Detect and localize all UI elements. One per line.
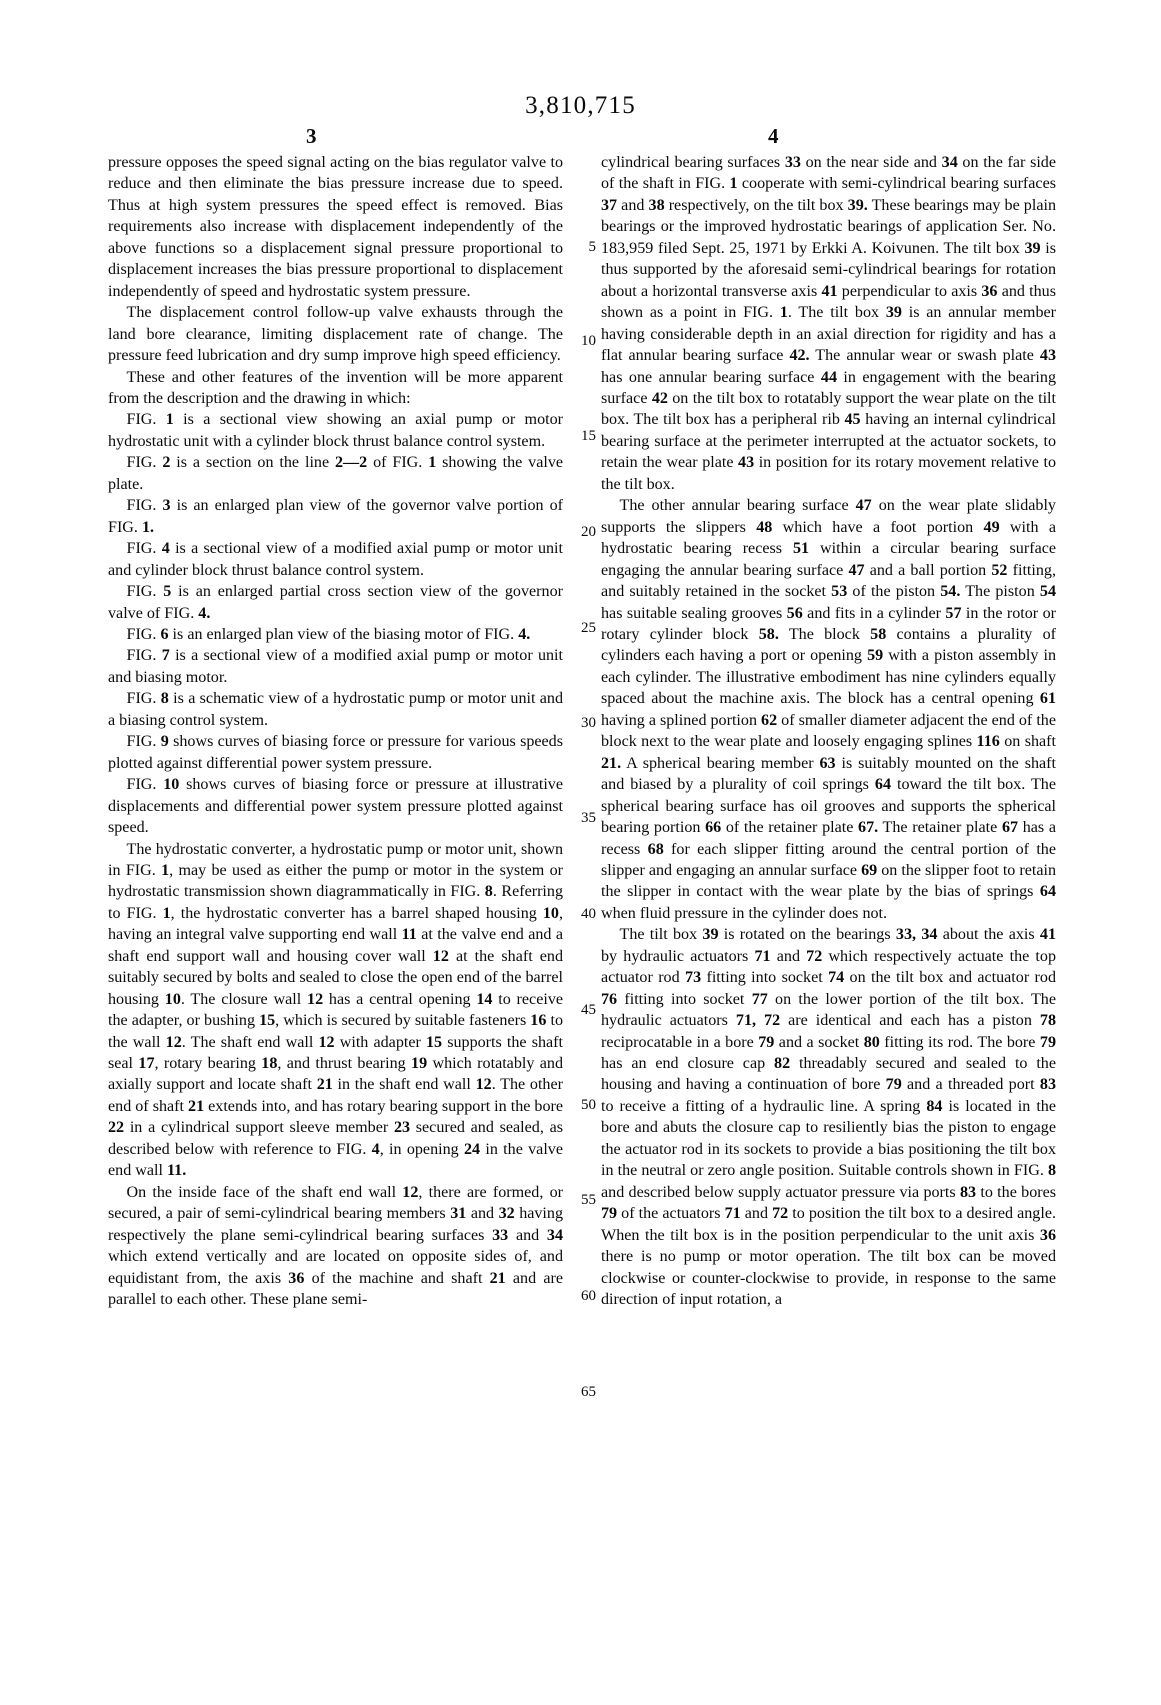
reference-numeral: 58 <box>870 625 887 643</box>
body-text: of the machine and shaft <box>304 1269 490 1287</box>
paragraph <box>108 774 563 838</box>
body-text: to the wall <box>108 1012 563 1051</box>
body-text: FIG. <box>126 540 162 558</box>
body-text: within a circular bearing surface engaging the annular bearing surface <box>601 540 1056 579</box>
body-text: , in opening <box>379 1140 464 1158</box>
reference-numeral: 21 <box>489 1269 506 1287</box>
reference-numeral: 16 <box>530 1012 547 1030</box>
reference-numeral: 79 <box>601 1205 618 1223</box>
reference-numeral: 61 <box>1039 690 1056 708</box>
body-text: is an enlarged plan view of the governor valve portion of FIG. <box>108 497 564 536</box>
reference-numeral: 43 <box>1039 347 1056 365</box>
body-text: of the piston <box>847 583 941 601</box>
paragraph <box>108 152 563 302</box>
body-text: in a cylindrical support sleeve member <box>124 1119 394 1137</box>
body-text: by hydraulic actuators <box>601 947 755 965</box>
reference-numeral: 22 <box>108 1119 125 1137</box>
body-text: is located in the bore and abuts the closure cap to resiliently bias the piston to engage the actuator rod in its sockets to provide a bias positioning the tilt box in the neutral or zero angle position. Suitable controls shown in FIG. <box>601 1097 1056 1180</box>
reference-numeral: 3 <box>162 497 171 515</box>
reference-numeral: 72 <box>806 947 823 965</box>
body-text: threadably secured and sealed to the housing and having a continuation of bore <box>601 1055 1056 1094</box>
body-text: to receive a fitting of a hydraulic line. A spring <box>601 1097 927 1115</box>
text-column-4 <box>601 152 1056 1310</box>
body-text: toward the tilt box. The spherical bearing surface has oil grooves and supports the spherical bearing portion <box>601 776 1056 837</box>
body-text: and <box>617 196 649 214</box>
reference-numeral: 47 <box>855 497 872 515</box>
body-text: FIG. <box>126 647 162 665</box>
reference-numeral: 69 <box>861 861 878 879</box>
body-text: and are parallel to each other. These plane semi- <box>108 1269 563 1309</box>
reference-numeral: 1 <box>428 454 437 472</box>
body-text: with a piston assembly in each cylinder. The illustrative embodiment has nine cylinders equally spaced about the machine axis. The block has a central opening <box>601 647 1056 708</box>
body-text: to receive the adapter, or bushing <box>108 990 564 1030</box>
reference-numeral: 41 <box>1039 926 1056 944</box>
reference-numeral: 84 <box>926 1097 943 1115</box>
body-text: showing the valve plate. <box>108 454 564 493</box>
body-text: contains a plurality of cylinders each having a port or opening <box>601 625 1057 665</box>
reference-numeral: 59 <box>867 647 884 665</box>
reference-numeral: 14 <box>476 990 493 1008</box>
body-text: having respectively the plane semi-cylindrical bearing surfaces <box>108 1205 563 1244</box>
body-text: cylindrical bearing surfaces <box>601 154 785 171</box>
body-text: on the lower portion of the tilt box. The hydraulic actuators <box>601 990 1056 1030</box>
body-text: at the shaft end suitably secured by bolts and sealed to close the open end of the barrel housing <box>108 947 563 1008</box>
body-text: which respectively actuate the top actuator rod <box>601 947 1056 987</box>
reference-numeral: 83 <box>1039 1076 1056 1094</box>
body-text: and fits in a cylinder <box>802 604 946 622</box>
body-text: on the wear plate slidably supports the slippers <box>601 497 1056 536</box>
reference-numeral: 8 <box>484 883 493 901</box>
reference-numeral: 39. <box>847 196 868 214</box>
reference-numeral: 6 <box>160 625 169 643</box>
body-text: , may be used as either the pump or motor in the system or hydrostatic transmission shown diagrammatically in FIG. <box>108 861 563 901</box>
body-text: to the bores <box>976 1183 1057 1201</box>
body-text: which rotatably and axially support and locate shaft <box>108 1055 563 1094</box>
reference-numeral: 4. <box>198 604 211 622</box>
body-text: is a section on the line <box>170 454 335 472</box>
body-text: is rotated on the bearings <box>718 926 896 944</box>
reference-numeral: 10 <box>163 776 180 794</box>
reference-numeral: 5 <box>163 583 172 601</box>
body-text: , rotary bearing <box>154 1055 262 1073</box>
body-text: in the shaft end wall <box>332 1076 476 1094</box>
reference-numeral: 17 <box>138 1055 155 1073</box>
reference-numeral: 4 <box>371 1140 380 1158</box>
body-text: The retainer plate <box>878 819 1002 837</box>
reference-numeral: 71 <box>724 1205 741 1223</box>
reference-numeral: 78 <box>1039 1012 1057 1030</box>
body-text: in the valve end wall <box>108 1140 563 1180</box>
body-text: The annular wear or swash plate <box>809 347 1040 365</box>
body-text: in engagement with the bearing surface <box>601 368 1057 407</box>
reference-numeral: 64 <box>1039 883 1056 901</box>
line-number: 55 <box>581 1192 596 1208</box>
paragraph <box>108 688 563 731</box>
reference-numeral: 41 <box>821 282 838 300</box>
reference-numeral: 34 <box>941 154 958 171</box>
reference-numeral: 71, 72 <box>735 1012 781 1030</box>
body-text: on shaft <box>999 733 1056 751</box>
paragraph <box>108 731 563 774</box>
paragraph <box>108 645 563 688</box>
reference-numeral: 79 <box>885 1076 902 1094</box>
body-text: is an enlarged partial cross section view of the governor valve of FIG. <box>108 583 563 622</box>
body-text: The tilt box <box>619 926 703 944</box>
body-text: to position the tilt box to a desired angle. When the tilt box is in the position perpendicular to the unit axis <box>601 1205 1056 1244</box>
body-text: has a recess <box>601 819 1056 858</box>
body-text: fitting, and suitably retained in the socket <box>601 561 1056 601</box>
paragraph <box>108 302 563 366</box>
body-text: and <box>770 947 807 965</box>
body-text: secured and sealed, as described below with reference to FIG. <box>108 1119 563 1158</box>
reference-numeral: 21. <box>601 754 622 772</box>
body-text: shows curves of biasing force or pressure at illustrative displacements and differential power system pressure plotted against speed. <box>108 776 563 837</box>
body-text: perpendicular to axis <box>837 282 982 300</box>
body-text: FIG. <box>126 454 163 472</box>
body-text: is a sectional view showing an axial pump or motor hydrostatic unit with a cylinder block thrust balance control system. <box>108 411 563 450</box>
reference-numeral: 53 <box>831 583 848 601</box>
body-text: having an internal cylindrical bearing surface at the perimeter interrupted at the actuator sockets, to retain the wear plate <box>601 411 1056 472</box>
body-text: respectively, on the tilt box <box>664 196 848 214</box>
reference-numeral: 116 <box>976 733 1000 751</box>
body-text: there is no pump or motor operation. The tilt box can be moved clockwise or counter-clockwise to provide, in response to the same direction of input rotation, a <box>601 1248 1056 1309</box>
reference-numeral: 72 <box>772 1205 789 1223</box>
reference-numeral: 54. <box>940 583 961 601</box>
reference-numeral: 10 <box>164 990 181 1008</box>
body-text: supports the shaft seal <box>108 1033 564 1073</box>
reference-numeral: 54 <box>1039 583 1056 601</box>
body-text: on the tilt box to rotatably support the wear plate on the tilt box. The tilt box has a peripheral rib <box>601 389 1057 429</box>
body-text: and <box>740 1205 773 1223</box>
body-text: A spherical bearing member <box>621 754 820 772</box>
reference-numeral: 38 <box>648 196 665 214</box>
line-number: 45 <box>581 1002 596 1018</box>
body-text: FIG. <box>126 625 161 643</box>
body-text: is thus supported by the aforesaid semi-cylindrical bearings for rotation about a horizontal transverse axis <box>601 239 1056 300</box>
reference-numeral: 79 <box>1039 1033 1056 1051</box>
reference-numeral: 12 <box>307 990 324 1008</box>
reference-numeral: 12 <box>475 1076 492 1094</box>
reference-numeral: 42 <box>651 389 668 407</box>
body-text: cooperate with semi-cylindrical bearing surfaces <box>737 175 1056 193</box>
reference-numeral: 10 <box>542 904 559 922</box>
reference-numeral: 66 <box>705 819 722 837</box>
body-text: is suitably mounted on the shaft and biased by a plurality of coil springs <box>601 754 1056 794</box>
patent-number: 3,810,715 <box>525 92 636 119</box>
reference-numeral: 1 <box>165 411 174 429</box>
body-text: These bearings may be plain bearings or the improved hydrostatic bearings of application Ser. No. 183,959 filed Sept. 25, 1971 by Erkki A. Koivunen. The tilt box <box>601 196 1056 257</box>
body-text: on the near side and <box>800 154 942 171</box>
reference-numeral: 67 <box>1001 819 1019 837</box>
reference-numeral: 12 <box>402 1183 419 1201</box>
body-text: are identical and each has a piston <box>780 1012 1040 1030</box>
reference-numeral: 18 <box>261 1055 278 1073</box>
reference-numeral: 4. <box>518 625 531 643</box>
reference-numeral: 39 <box>702 926 719 944</box>
column-number-right: 4 <box>768 124 779 148</box>
reference-numeral: 62 <box>761 711 778 729</box>
body-text: pressure opposes the speed signal acting on the bias regulator valve to reduce and then eliminate the bias pressure increase due to speed. Thus at high system pressures the speed effect is removed. Bias requirements also increase with displacement independently of the above functions so a displacement signal pressure proportional to displacement increases the bias pressure proportional to displacement independently of speed and hydrostatic system pressure. <box>108 154 563 300</box>
body-text: , there are formed, or secured, a pair of semi-cylindrical bearing members <box>108 1183 563 1223</box>
reference-numeral: 1 <box>729 175 738 193</box>
body-text: and thus shown as a point in FIG. <box>601 282 1056 322</box>
body-text: . Referring to FIG. <box>108 883 563 922</box>
line-number: 30 <box>581 715 596 731</box>
reference-numeral: 7 <box>161 647 170 665</box>
reference-numeral: 48 <box>756 518 773 536</box>
body-text: with adapter <box>334 1033 426 1051</box>
body-text: is an enlarged plan view of the biasing motor of FIG. <box>168 625 519 643</box>
reference-numeral: 37 <box>601 196 618 214</box>
body-text: of the retainer plate <box>721 819 859 837</box>
body-text: at the valve end and a shaft end support wall and housing cover wall <box>108 926 564 965</box>
body-text: has suitable sealing grooves <box>601 604 787 622</box>
body-text: The other annular bearing surface <box>619 497 856 515</box>
paragraph <box>108 581 563 624</box>
body-text: and <box>466 1205 499 1223</box>
reference-numeral: 42. <box>789 347 810 365</box>
body-text: which extend vertically and are located on opposite sides of, and equidistant from, the axis <box>108 1248 563 1287</box>
paragraph <box>601 152 1056 495</box>
reference-numeral: 52 <box>991 561 1008 579</box>
body-text: FIG. <box>126 497 163 515</box>
body-text: The block <box>778 625 871 643</box>
body-text: of the actuators <box>617 1205 725 1223</box>
text-column-3 <box>108 152 563 1310</box>
reference-numeral: 82 <box>774 1055 791 1073</box>
body-text: , which is secured by suitable fasteners <box>275 1012 531 1030</box>
body-text: and <box>508 1226 547 1244</box>
reference-numeral: 56 <box>786 604 803 622</box>
reference-numeral: 45 <box>844 411 861 429</box>
body-text: has an end closure cap <box>601 1055 775 1073</box>
body-text: has one annular bearing surface <box>601 368 821 386</box>
body-text: about the axis <box>937 926 1040 944</box>
line-number: 65 <box>581 1384 596 1400</box>
reference-numeral: 58. <box>758 625 779 643</box>
reference-numeral: 36 <box>1039 1226 1056 1244</box>
line-number: 20 <box>581 524 596 540</box>
body-text: These and other features of the invention will be more apparent from the description and the drawing in which: <box>108 368 563 407</box>
reference-numeral: 34 <box>546 1226 563 1244</box>
body-text: FIG. <box>126 411 166 429</box>
reference-numeral: 74 <box>828 969 845 987</box>
body-text: having a splined portion <box>601 711 762 729</box>
body-text: . The tilt box <box>787 304 886 322</box>
paragraph <box>601 924 1056 1310</box>
reference-numeral: 39 <box>1024 239 1041 257</box>
body-text: FIG. <box>126 583 164 601</box>
reference-numeral: 4 <box>161 540 170 558</box>
body-text: on the tilt box and actuator rod <box>844 969 1056 987</box>
body-text: FIG. <box>126 690 161 708</box>
paragraph <box>108 495 563 538</box>
body-text: reciprocatable in a bore <box>601 1033 759 1051</box>
reference-numeral: 67. <box>858 819 879 837</box>
line-number: 10 <box>581 333 596 349</box>
reference-numeral: 44 <box>820 368 837 386</box>
reference-numeral: 23 <box>393 1119 411 1137</box>
reference-numeral: 36 <box>981 282 998 300</box>
reference-numeral: 51 <box>792 540 810 558</box>
body-text: when fluid pressure in the cylinder does not. <box>601 904 888 922</box>
body-text: , the hydrostatic converter has a barrel shaped housing <box>170 904 543 922</box>
line-number: 5 <box>588 239 596 255</box>
paragraph <box>108 452 563 495</box>
body-text: shows curves of biasing force or pressure for various speeds plotted against differential power system pressure. <box>108 733 563 772</box>
body-text: fitting its rod. The bore <box>879 1033 1040 1051</box>
reference-numeral: 1 <box>161 861 170 879</box>
paragraph <box>601 495 1056 924</box>
body-text: which have a foot portion <box>772 518 984 536</box>
body-text: of smaller diameter adjacent the end of the block next to the wear plate and loosely engaging splines <box>601 711 1056 751</box>
reference-numeral: 79 <box>758 1033 775 1051</box>
reference-numeral: 39 <box>885 304 902 322</box>
reference-numeral: 1 <box>162 904 171 922</box>
line-number: 15 <box>581 428 596 444</box>
reference-numeral: 43 <box>738 454 755 472</box>
body-text: on the slipper foot to retain the slipper in contact with the wear plate by the bias of springs <box>601 861 1057 901</box>
reference-numeral: 68 <box>647 840 664 858</box>
paragraph <box>108 367 563 410</box>
body-text: , and thrust bearing <box>277 1055 412 1073</box>
reference-numeral: 73 <box>685 969 702 987</box>
reference-numeral: 9 <box>160 733 169 751</box>
body-text: and described below supply actuator pressure via ports <box>601 1183 960 1201</box>
column-number-left: 3 <box>306 124 317 148</box>
body-text: and a ball portion <box>864 561 992 579</box>
paragraph <box>108 538 563 581</box>
reference-numeral: 21 <box>316 1076 333 1094</box>
reference-numeral: 33 <box>492 1226 509 1244</box>
reference-numeral: 47 <box>848 561 865 579</box>
line-number: 40 <box>581 906 596 922</box>
reference-numeral: 80 <box>863 1033 880 1051</box>
body-text: for each slipper fitting around the central portion of the slipper and engaging an annular surface <box>601 840 1056 879</box>
line-number: 50 <box>581 1097 596 1113</box>
body-text: The hydrostatic converter, a hydrostatic pump or motor unit, shown in FIG. <box>108 840 563 879</box>
body-text: fitting into socket <box>617 990 752 1008</box>
reference-numeral: 1 <box>779 304 788 322</box>
line-number: 35 <box>581 810 596 826</box>
reference-numeral: 63 <box>819 754 836 772</box>
reference-numeral: 11. <box>167 1162 187 1180</box>
reference-numeral: 31 <box>450 1205 467 1223</box>
body-text: with a hydrostatic bearing recess <box>601 518 1056 558</box>
reference-numeral: 15 <box>259 1012 276 1030</box>
body-text: fitting into socket <box>701 969 829 987</box>
body-text: . The shaft end wall <box>181 1033 319 1051</box>
body-text: and a socket <box>774 1033 864 1051</box>
reference-numeral: 11 <box>401 926 417 944</box>
reference-numeral: 15 <box>425 1033 443 1051</box>
body-text: The displacement control follow-up valve exhausts through the land bore clearance, limiting displacement rate of change. The pressure feed lubrication and dry sump improve high speed efficiency. <box>108 304 563 365</box>
paragraph <box>108 409 563 452</box>
body-text: of FIG. <box>367 454 429 472</box>
reference-numeral: 19 <box>411 1055 428 1073</box>
reference-numeral: 2 <box>162 454 171 472</box>
reference-numeral: 2—2 <box>335 454 368 472</box>
paragraph <box>108 624 563 645</box>
reference-numeral: 36 <box>288 1269 305 1287</box>
reference-numeral: 32 <box>498 1205 515 1223</box>
reference-numeral: 12 <box>165 1033 182 1051</box>
reference-numeral: 8 <box>1047 1162 1056 1180</box>
reference-numeral: 49 <box>983 518 1000 536</box>
body-text: is a sectional view of a modified axial pump or motor unit and cylinder block thrust balance control system. <box>108 540 564 579</box>
body-text: The piston <box>960 583 1040 601</box>
paragraph <box>108 839 563 1182</box>
body-text: is a sectional view of a modified axial pump or motor unit and biasing motor. <box>108 647 564 686</box>
reference-numeral: 64 <box>874 776 892 794</box>
body-text: is an annular member having considerable depth in an axial direction for rigidity and has a flat annular bearing surface <box>601 304 1056 365</box>
reference-numeral: 8 <box>160 690 169 708</box>
body-text: in position for its rotary movement relative to the tilt box. <box>601 454 1057 493</box>
body-text: has a central opening <box>323 990 477 1008</box>
reference-numeral: 33 <box>784 154 801 171</box>
line-number: 25 <box>581 620 596 636</box>
body-text: is a schematic view of a hydrostatic pump or motor unit and a biasing control system. <box>108 690 563 729</box>
reference-numeral: 77 <box>751 990 768 1008</box>
paragraph <box>108 1182 563 1311</box>
reference-numeral: 1. <box>141 518 155 536</box>
body-text: On the inside face of the shaft end wall <box>126 1183 403 1201</box>
body-text: FIG. <box>126 733 161 751</box>
reference-numeral: 76 <box>601 990 618 1008</box>
reference-numeral: 71 <box>754 947 771 965</box>
reference-numeral: 12 <box>318 1033 335 1051</box>
reference-numeral: 33, 34 <box>895 926 938 944</box>
reference-numeral: 21 <box>188 1097 205 1115</box>
body-text: and a threaded port <box>901 1076 1040 1094</box>
body-text: . The other end of shaft <box>108 1076 563 1115</box>
body-text: in the rotor or rotary cylinder block <box>601 604 1056 643</box>
reference-numeral: 57 <box>945 604 962 622</box>
body-text: . The closure wall <box>180 990 308 1008</box>
body-text: , having an integral valve supporting end wall <box>108 904 563 944</box>
body-text: extends into, and has rotary bearing support in the bore <box>204 1097 564 1115</box>
reference-numeral: 24 <box>463 1140 481 1158</box>
body-text: FIG. <box>126 776 164 794</box>
reference-numeral: 12 <box>432 947 449 965</box>
reference-numeral: 83 <box>959 1183 977 1201</box>
body-text: on the far side of the shaft in FIG. <box>601 154 1056 193</box>
line-number: 60 <box>581 1288 596 1304</box>
